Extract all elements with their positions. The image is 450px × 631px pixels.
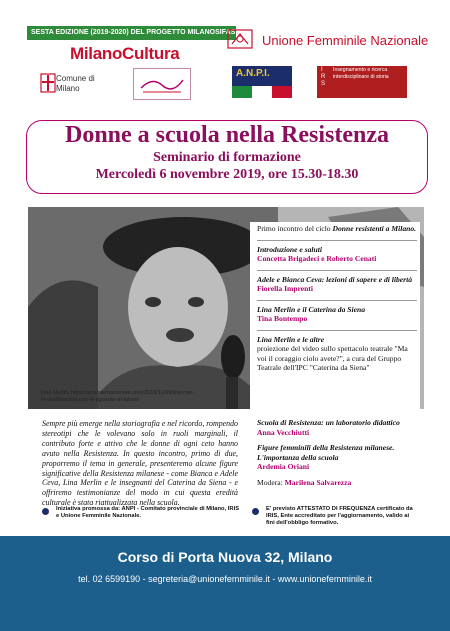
- photo-caption: [41, 390, 241, 404]
- session-5-title: Scuola di Resistenza: un laboratorio didattico: [257, 418, 400, 427]
- session-3-title: Lina Merlin e il Caterina da Siena: [257, 304, 366, 314]
- session-5-speaker: Anna Vecchiutti: [257, 427, 310, 437]
- session-2-speaker: Fiorella Imprenti: [257, 284, 314, 293]
- program-list: [257, 224, 417, 379]
- session-2-title: Adele e Bianca Ceva: lezioni di sapere e di libertà: [257, 274, 413, 284]
- caption-line1: Lina Merlin, https://ecointernazionale.com/2018/11/09/lina-mer-: [41, 390, 195, 396]
- page-subtitle: Seminario di formazione: [153, 150, 301, 165]
- caption-line2: lin-lantifascista-con-lo-sguardo-al-futuro/: [41, 397, 140, 403]
- ufn-emblem-icon: [226, 26, 258, 52]
- session-6-title: Figure femminili della Resistenza milanese. L'importanza della scuola: [257, 443, 395, 462]
- bullet-icon: [252, 508, 259, 515]
- ufn-name: Unione Femminile Nazionale: [262, 33, 429, 48]
- promoter-note: Iniziativa promossa da: ANPI - Comitato provinciale di Milano, IRIS e Unione Femminile Nazionale.: [56, 506, 240, 520]
- comune-crest-icon: [40, 72, 56, 96]
- event-date: Mercoledì 6 novembre 2019, ore 15.30-18.30: [95, 167, 359, 182]
- edition-banner: SESTA EDIZIONE (2019-2020) DEL PROGETTO MILANOSIFASTORIA: [27, 26, 236, 40]
- bullet-icon: [42, 508, 49, 515]
- comune-line2: Milano: [56, 84, 80, 93]
- library-logo-icon: [133, 68, 191, 100]
- page-title: Donne a scuola nella Resistenza: [65, 122, 389, 148]
- program-list-continued: [257, 418, 417, 493]
- session-1-speakers: Concetta Brigadeci e Roberto Cenati: [257, 254, 377, 263]
- irs-letters: [321, 67, 325, 88]
- session-3-speaker: Tina Bontempo: [257, 314, 308, 323]
- comune-di-milano: [56, 74, 95, 94]
- irs-letter-i: I: [321, 67, 323, 73]
- irs-text: Insegnamento e ricerca interdisciplinare di storia: [333, 67, 389, 80]
- certificate-note: E' previsto ATTESTATO DI FREQUENZA certificato da IRIS, Ente accreditato per l'aggiornamento, valido ai fini dell'obbligo formativo.: [266, 506, 413, 527]
- irs-letter-s: S: [321, 81, 326, 87]
- anpi-flag: [232, 86, 292, 98]
- intro-paragraph: Sempre più emerge nella storiografia e nel ricordo, rompendo stereotipi che le volevano solo in ruoli marginali, il contributo forte e attivo che le donne di ogni ceto hanno avuto nella Resistenza. In questo incontro, primo di due, proporremo il tema in generale, presenteremo alcune figure significative della Resistenza milanese - come Bianca e Adele Ceva, Lina Merlin e le insegnanti del Caterina da Siena - e offriremo testimonianze del modo in cui questa eredità culturale è stata riattualizzata nella scuola.: [42, 419, 238, 508]
- footer-contact: tel. 02 6599190 - segreteria@unionefemminile.it - www.unionefemminile.it: [78, 574, 372, 584]
- program-intro: Primo incontro del ciclo: [257, 224, 331, 233]
- program-intro-title: Donne resistenti a Milano.: [332, 224, 417, 233]
- session-1-title: Introduzione e saluti: [257, 244, 322, 254]
- irs-letter-r: R: [321, 74, 326, 80]
- anpi-label: A.N.P.I.: [236, 68, 270, 79]
- session-6-speaker: Ardemia Oriani: [257, 462, 310, 471]
- milano-cultura-logo: MilanoCultura: [70, 44, 180, 63]
- footer-address: Corso di Porta Nuova 32, Milano: [117, 549, 333, 565]
- moderator-name: Marilena Salvarezza: [284, 477, 352, 487]
- moderator-label: Modera:: [257, 477, 283, 487]
- session-4-title: Lina Merlin e le altre: [257, 334, 325, 344]
- comune-line1: Comune di: [56, 74, 95, 83]
- session-4-description: proiezione del video sullo spettacolo teatrale "Ma voi il coraggio ciolo avete?", a cura del Gruppo Teatrale dell'IPC "Caterina da Siena": [257, 344, 408, 372]
